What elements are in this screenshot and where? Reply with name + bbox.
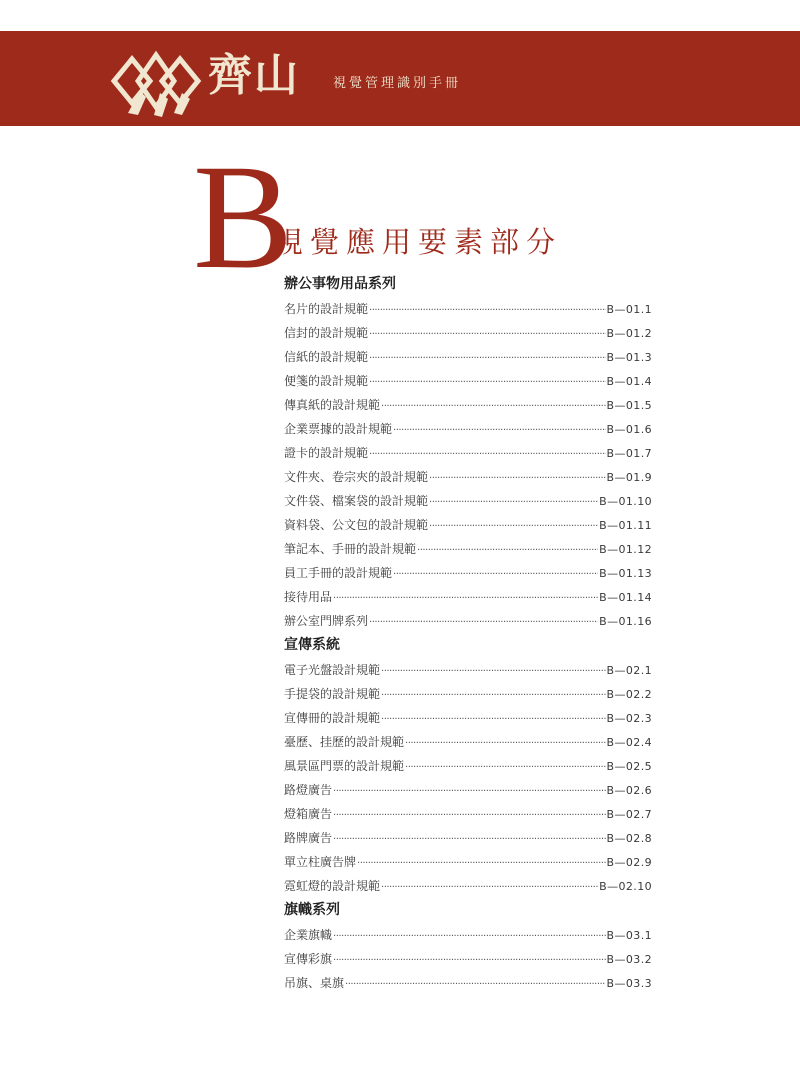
toc-dot-leader [405,732,606,756]
toc-entry-label: 企業票據的設計規範 [284,422,393,436]
toc-entry [284,874,652,898]
toc-dot-leader [381,660,606,684]
logo-emblem-icon [110,41,202,119]
toc-dot-leader [429,515,598,539]
toc-entry-label: 單立柱廣告牌 [284,855,357,869]
toc-entry-label: 路燈廣告 [284,783,333,797]
toc-entry [284,321,652,345]
toc-dot-leader [429,491,598,515]
toc-entry-code: B—01.12 [599,543,652,556]
toc-entry-label: 臺歷、挂歷的設計規範 [284,735,405,749]
toc-entry [284,971,652,995]
toc-entry-label: 宣傳冊的設計規範 [284,711,381,725]
toc-entry [284,947,652,971]
toc-dot-leader [369,347,606,371]
toc-entry-code: B—01.10 [599,495,652,508]
toc-dot-leader [333,925,606,949]
toc-entry-code: B—02.9 [606,856,652,869]
toc-entry-code: B—01.6 [606,423,652,436]
toc-entry [284,489,652,513]
toc-entry [284,393,652,417]
toc-dot-leader [369,611,598,635]
toc-entry-code: B—02.3 [606,712,652,725]
toc-entry [284,826,652,850]
page-title: 視覺應用要素部分 [274,225,563,259]
toc-entry-label: 傳真紙的設計規範 [284,398,381,412]
toc-dot-leader [369,443,606,467]
toc-entry-code: B—01.13 [599,567,652,580]
toc-entry [284,706,652,730]
toc-entry-label: 辦公室門牌系列 [284,614,369,628]
toc-dot-leader [333,828,606,852]
toc-entry-label: 資料袋、公文包的設計規範 [284,518,429,532]
toc-entry-label: 吊旗、桌旗 [284,976,345,990]
toc-dot-leader [333,780,606,804]
toc-entry [284,923,652,947]
toc-dot-leader [369,299,606,323]
toc-entry [284,537,652,561]
header-subtitle: 視覺管理識別手冊 [333,76,462,91]
toc-entry [284,754,652,778]
toc-entry-label: 員工手冊的設計規範 [284,566,393,580]
toc-entry [284,658,652,682]
toc-dot-leader [417,539,598,563]
toc-section-heading: 辦公事物用品系列 [284,276,396,292]
toc-entry-label: 信封的設計規範 [284,326,369,340]
toc-entry-code: B—01.7 [606,447,652,460]
toc-section-heading: 宣傳系統 [284,637,340,653]
toc-entry-code: B—01.4 [606,375,652,388]
toc-entry-code: B—01.1 [606,303,652,316]
toc-dot-leader [369,371,606,395]
toc-entry-label: 電子光盤設計規範 [284,663,381,677]
toc-entry-code: B—02.6 [606,784,652,797]
toc-dot-leader [393,563,598,587]
toc-entry-label: 燈箱廣告 [284,807,333,821]
toc-entry-code: B—02.7 [606,808,652,821]
table-of-contents [284,272,652,995]
toc-dot-leader [333,804,606,828]
toc-entry-code: B—03.2 [606,953,652,966]
toc-entry [284,297,652,321]
toc-entry-code: B—02.2 [606,688,652,701]
toc-dot-leader [381,684,606,708]
toc-entry-label: 文件夾、卷宗夾的設計規範 [284,470,429,484]
toc-dot-leader [333,587,598,611]
toc-entry [284,465,652,489]
toc-entry-label: 路牌廣告 [284,831,333,845]
toc-entry-label: 證卡的設計規範 [284,446,369,460]
toc-entry-code: B—01.9 [606,471,652,484]
toc-entry-label: 信紙的設計規範 [284,350,369,364]
toc-entry [284,417,652,441]
toc-dot-leader [345,973,606,997]
toc-entry-label: 企業旗幟 [284,928,333,942]
header-banner [0,31,800,126]
toc-dot-leader [429,467,606,491]
toc-entry [284,513,652,537]
toc-entry-code: B—02.5 [606,760,652,773]
section-letter: B [193,134,294,300]
toc-entry [284,345,652,369]
toc-section-heading: 旗幟系列 [284,902,340,918]
toc-entry [284,609,652,633]
toc-entry [284,802,652,826]
toc-entry-code: B—02.8 [606,832,652,845]
toc-entry [284,730,652,754]
toc-entry-label: 霓虹燈的設計規範 [284,879,381,893]
toc-entry-label: 風景區門票的設計規範 [284,759,405,773]
toc-dot-leader [393,419,606,443]
toc-entry-label: 宣傳彩旗 [284,952,333,966]
toc-entry-code: B—01.5 [606,399,652,412]
toc-entry [284,561,652,585]
toc-dot-leader [369,323,606,347]
toc-entry-label: 筆記本、手冊的設計規範 [284,542,417,556]
toc-entry-code: B—01.14 [599,591,652,604]
toc-entry-code: B—01.2 [606,327,652,340]
toc-dot-leader [357,852,606,876]
toc-entry-code: B—02.10 [599,880,652,893]
toc-entry [284,441,652,465]
toc-entry-label: 文件袋、檔案袋的設計規範 [284,494,429,508]
logo-wordmark: 齊山 [208,50,300,101]
toc-entry [284,682,652,706]
toc-entry [284,778,652,802]
toc-entry [284,585,652,609]
toc-entry-label: 便箋的設計規範 [284,374,369,388]
toc-entry-code: B—02.1 [606,664,652,677]
toc-entry [284,369,652,393]
toc-entry-code: B—02.4 [606,736,652,749]
toc-entry-code: B—03.1 [606,929,652,942]
toc-entry-label: 名片的設計規範 [284,302,369,316]
toc-dot-leader [381,708,606,732]
toc-entry-code: B—03.3 [606,977,652,990]
toc-entry-label: 接待用品 [284,590,333,604]
toc-entry [284,850,652,874]
toc-entry-code: B—01.3 [606,351,652,364]
toc-dot-leader [381,395,606,419]
toc-entry-code: B—01.11 [599,519,652,532]
toc-dot-leader [333,949,606,973]
toc-dot-leader [381,876,598,900]
toc-entry-code: B—01.16 [599,615,652,628]
toc-dot-leader [405,756,606,780]
toc-entry-label: 手提袋的設計規範 [284,687,381,701]
